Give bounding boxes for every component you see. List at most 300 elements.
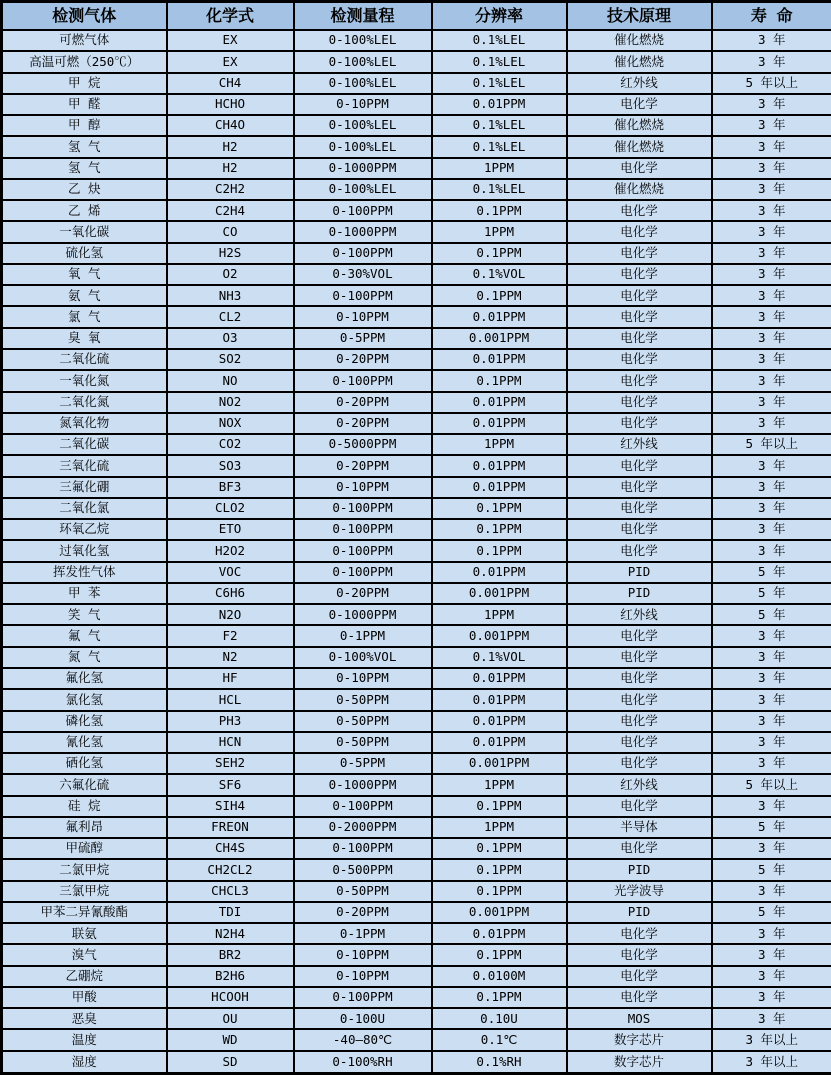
cell: PID <box>567 859 712 880</box>
cell: 光学波导 <box>567 881 712 902</box>
cell: 0.1%LEL <box>432 115 567 136</box>
cell: 0.0100M <box>432 966 567 987</box>
cell: 0-10PPM <box>294 944 432 965</box>
cell: 0.1PPM <box>432 285 567 306</box>
cell: 恶臭 <box>2 1008 167 1029</box>
cell: 3 年 <box>712 306 831 327</box>
table-row <box>2 604 831 625</box>
cell: PID <box>567 562 712 583</box>
cell: 甲酸 <box>2 987 167 1008</box>
cell: 氯 气 <box>2 306 167 327</box>
cell: N2H4 <box>167 923 294 944</box>
cell: C2H2 <box>167 179 294 200</box>
cell: BF3 <box>167 477 294 498</box>
cell: 甲 醇 <box>2 115 167 136</box>
cell: 0-100PPM <box>294 370 432 391</box>
table-row <box>2 796 831 817</box>
cell: B2H6 <box>167 966 294 987</box>
cell: 3 年 <box>712 413 831 434</box>
cell: 电化学 <box>567 221 712 242</box>
cell: 0-20PPM <box>294 349 432 370</box>
cell: 红外线 <box>567 774 712 795</box>
cell: 0.1PPM <box>432 200 567 221</box>
table-row <box>2 498 831 519</box>
cell: 0.1%LEL <box>432 30 567 51</box>
table-row <box>2 647 831 668</box>
cell: 0-1000PPM <box>294 604 432 625</box>
cell: PID <box>567 902 712 923</box>
column-header-0: 检测气体 <box>2 2 167 31</box>
cell: 硅 烷 <box>2 796 167 817</box>
cell: 电化学 <box>567 306 712 327</box>
cell: 溴气 <box>2 944 167 965</box>
column-header-4: 技术原理 <box>567 2 712 31</box>
table-row <box>2 987 831 1008</box>
cell: 红外线 <box>567 604 712 625</box>
cell: 电化学 <box>567 796 712 817</box>
cell: 3 年 <box>712 200 831 221</box>
cell: 电化学 <box>567 647 712 668</box>
cell: N2O <box>167 604 294 625</box>
cell: 5 年 <box>712 583 831 604</box>
cell: 0-1000PPM <box>294 158 432 179</box>
cell: 电化学 <box>567 540 712 561</box>
cell: 3 年 <box>712 944 831 965</box>
cell: 3 年 <box>712 264 831 285</box>
cell: 3 年 <box>712 732 831 753</box>
cell: 电化学 <box>567 668 712 689</box>
cell: 催化燃烧 <box>567 179 712 200</box>
cell: 0-50PPM <box>294 881 432 902</box>
cell: 催化燃烧 <box>567 30 712 51</box>
cell: 电化学 <box>567 392 712 413</box>
table-row <box>2 711 831 732</box>
cell: H2 <box>167 158 294 179</box>
cell: 电化学 <box>567 477 712 498</box>
cell: 0.01PPM <box>432 477 567 498</box>
cell: 0.1PPM <box>432 838 567 859</box>
table-row <box>2 838 831 859</box>
column-header-5: 寿 命 <box>712 2 831 31</box>
cell: 红外线 <box>567 434 712 455</box>
cell: 0-5PPM <box>294 328 432 349</box>
cell: 三氯甲烷 <box>2 881 167 902</box>
cell: 3 年 <box>712 753 831 774</box>
cell: O3 <box>167 328 294 349</box>
cell: 0-100PPM <box>294 243 432 264</box>
cell: 3 年 <box>712 349 831 370</box>
cell: 氟 气 <box>2 625 167 646</box>
table-row <box>2 817 831 838</box>
cell: 乙 烯 <box>2 200 167 221</box>
cell: 臭 氧 <box>2 328 167 349</box>
cell: HCL <box>167 689 294 710</box>
cell: 0.001PPM <box>432 902 567 923</box>
cell: 0-20PPM <box>294 392 432 413</box>
cell: NOX <box>167 413 294 434</box>
table-row <box>2 625 831 646</box>
cell: SEH2 <box>167 753 294 774</box>
cell: 甲硫醇 <box>2 838 167 859</box>
cell: 0.1%VOL <box>432 647 567 668</box>
table-row <box>2 392 831 413</box>
cell: 二氯甲烷 <box>2 859 167 880</box>
cell: 数字芯片 <box>567 1051 712 1074</box>
cell: 3 年 <box>712 51 831 72</box>
cell: H2O2 <box>167 540 294 561</box>
cell: 红外线 <box>567 73 712 94</box>
cell: 3 年 <box>712 136 831 157</box>
cell: 0.001PPM <box>432 625 567 646</box>
cell: 0-1PPM <box>294 923 432 944</box>
cell: 0.1%LEL <box>432 136 567 157</box>
cell: 3 年 <box>712 711 831 732</box>
cell: 湿度 <box>2 1051 167 1074</box>
table-row <box>2 668 831 689</box>
cell: 0.1℃ <box>432 1029 567 1050</box>
cell: SO3 <box>167 455 294 476</box>
cell: 0-2000PPM <box>294 817 432 838</box>
cell: 3 年 <box>712 158 831 179</box>
table-row <box>2 519 831 540</box>
cell: 0-5000PPM <box>294 434 432 455</box>
cell: CLO2 <box>167 498 294 519</box>
cell: C2H4 <box>167 200 294 221</box>
table-row <box>2 732 831 753</box>
cell: 0-30%VOL <box>294 264 432 285</box>
cell: 0.10U <box>432 1008 567 1029</box>
cell: 0.01PPM <box>432 455 567 476</box>
cell: 3 年 <box>712 923 831 944</box>
cell: 0.1PPM <box>432 519 567 540</box>
cell: 3 年 <box>712 243 831 264</box>
header-row <box>2 2 831 31</box>
cell: 0-100PPM <box>294 796 432 817</box>
table-body <box>2 30 831 1074</box>
cell: 电化学 <box>567 328 712 349</box>
cell: 数字芯片 <box>567 1029 712 1050</box>
cell: 0-20PPM <box>294 583 432 604</box>
table-row <box>2 370 831 391</box>
cell: HCN <box>167 732 294 753</box>
column-header-2: 检测量程 <box>294 2 432 31</box>
cell: 0.01PPM <box>432 306 567 327</box>
cell: 5 年以上 <box>712 73 831 94</box>
cell: 笑 气 <box>2 604 167 625</box>
table-row <box>2 1051 831 1074</box>
cell: H2 <box>167 136 294 157</box>
cell: 0-5PPM <box>294 753 432 774</box>
cell: 1PPM <box>432 434 567 455</box>
cell: 3 年 <box>712 179 831 200</box>
cell: CH4S <box>167 838 294 859</box>
cell: 0.01PPM <box>432 711 567 732</box>
cell: 电化学 <box>567 923 712 944</box>
cell: 氟化氢 <box>2 668 167 689</box>
table-row <box>2 859 831 880</box>
table-row <box>2 455 831 476</box>
cell: 0-100%RH <box>294 1051 432 1074</box>
cell: 六氟化硫 <box>2 774 167 795</box>
cell: 5 年 <box>712 859 831 880</box>
cell: HCHO <box>167 94 294 115</box>
cell: 1PPM <box>432 221 567 242</box>
cell: 电化学 <box>567 285 712 306</box>
cell: 0-100PPM <box>294 519 432 540</box>
cell: CH2CL2 <box>167 859 294 880</box>
cell: H2S <box>167 243 294 264</box>
cell: BR2 <box>167 944 294 965</box>
cell: 3 年 <box>712 455 831 476</box>
cell: EX <box>167 30 294 51</box>
cell: 3 年 <box>712 838 831 859</box>
cell: 乙 炔 <box>2 179 167 200</box>
cell: 0.1%LEL <box>432 51 567 72</box>
table-row <box>2 881 831 902</box>
cell: 氨 气 <box>2 285 167 306</box>
cell: SD <box>167 1051 294 1074</box>
cell: CO <box>167 221 294 242</box>
cell: 0.01PPM <box>432 923 567 944</box>
cell: 0-100PPM <box>294 838 432 859</box>
table-row <box>2 583 831 604</box>
cell: 3 年 <box>712 987 831 1008</box>
cell: SF6 <box>167 774 294 795</box>
cell: 氮 气 <box>2 647 167 668</box>
table-row <box>2 73 831 94</box>
cell: 0-100PPM <box>294 562 432 583</box>
cell: HCOOH <box>167 987 294 1008</box>
cell: 一氧化氮 <box>2 370 167 391</box>
table-row <box>2 540 831 561</box>
cell: 0-50PPM <box>294 732 432 753</box>
cell: 可燃气体 <box>2 30 167 51</box>
cell: 0.1PPM <box>432 243 567 264</box>
cell: 电化学 <box>567 753 712 774</box>
cell: 3 年 <box>712 477 831 498</box>
cell: 0-100%LEL <box>294 30 432 51</box>
cell: 0-100%LEL <box>294 51 432 72</box>
cell: 0-50PPM <box>294 711 432 732</box>
cell: O2 <box>167 264 294 285</box>
cell: 3 年 <box>712 30 831 51</box>
cell: 0.001PPM <box>432 753 567 774</box>
table-row <box>2 434 831 455</box>
cell: 0-100%LEL <box>294 73 432 94</box>
cell: MOS <box>567 1008 712 1029</box>
cell: CO2 <box>167 434 294 455</box>
table-row <box>2 753 831 774</box>
cell: 0-1000PPM <box>294 221 432 242</box>
table-row <box>2 51 831 72</box>
cell: C6H6 <box>167 583 294 604</box>
cell: 0-20PPM <box>294 455 432 476</box>
cell: NO2 <box>167 392 294 413</box>
cell: CH4O <box>167 115 294 136</box>
table-row <box>2 30 831 51</box>
cell: 甲 烷 <box>2 73 167 94</box>
table-row <box>2 158 831 179</box>
table-row <box>2 562 831 583</box>
table-row <box>2 285 831 306</box>
cell: FREON <box>167 817 294 838</box>
cell: 0.1%RH <box>432 1051 567 1074</box>
cell: 5 年 <box>712 604 831 625</box>
cell: 半导体 <box>567 817 712 838</box>
cell: 电化学 <box>567 349 712 370</box>
cell: 温度 <box>2 1029 167 1050</box>
cell: 0-10PPM <box>294 94 432 115</box>
cell: PID <box>567 583 712 604</box>
cell: 二氧化硫 <box>2 349 167 370</box>
cell: 0.1PPM <box>432 540 567 561</box>
cell: N2 <box>167 647 294 668</box>
cell: 0-10PPM <box>294 477 432 498</box>
table-row <box>2 221 831 242</box>
cell: 0-1000PPM <box>294 774 432 795</box>
table-row <box>2 966 831 987</box>
table-row <box>2 306 831 327</box>
cell: 0.001PPM <box>432 328 567 349</box>
cell: 氧 气 <box>2 264 167 285</box>
table-row <box>2 689 831 710</box>
cell: CHCL3 <box>167 881 294 902</box>
cell: 二氧化氯 <box>2 498 167 519</box>
cell: 氟利昂 <box>2 817 167 838</box>
cell: 3 年 <box>712 647 831 668</box>
cell: 三氟化硼 <box>2 477 167 498</box>
cell: 电化学 <box>567 264 712 285</box>
cell: 0.001PPM <box>432 583 567 604</box>
cell: 3 年 <box>712 689 831 710</box>
cell: 0.1PPM <box>432 944 567 965</box>
cell: 催化燃烧 <box>567 115 712 136</box>
cell: 电化学 <box>567 944 712 965</box>
cell: 0-100%LEL <box>294 179 432 200</box>
cell: VOC <box>167 562 294 583</box>
table-row <box>2 136 831 157</box>
cell: 3 年 <box>712 392 831 413</box>
cell: 0.01PPM <box>432 732 567 753</box>
cell: NO <box>167 370 294 391</box>
cell: 过氧化氢 <box>2 540 167 561</box>
cell: 0.1PPM <box>432 987 567 1008</box>
table-row <box>2 1008 831 1029</box>
cell: 3 年 <box>712 498 831 519</box>
cell: HF <box>167 668 294 689</box>
cell: 3 年 <box>712 1008 831 1029</box>
cell: 电化学 <box>567 689 712 710</box>
cell: 催化燃烧 <box>567 136 712 157</box>
cell: NH3 <box>167 285 294 306</box>
cell: 电化学 <box>567 370 712 391</box>
cell: 0-100PPM <box>294 987 432 1008</box>
cell: 1PPM <box>432 158 567 179</box>
cell: 0.01PPM <box>432 392 567 413</box>
table-row <box>2 115 831 136</box>
cell: 高温可燃（250℃） <box>2 51 167 72</box>
cell: 0-100%LEL <box>294 115 432 136</box>
cell: 甲苯二异氰酸酯 <box>2 902 167 923</box>
cell: 3 年 <box>712 796 831 817</box>
table-row <box>2 243 831 264</box>
cell: 电化学 <box>567 200 712 221</box>
cell: 0.1%LEL <box>432 179 567 200</box>
cell: 氢 气 <box>2 158 167 179</box>
cell: 3 年 <box>712 881 831 902</box>
cell: 一氧化碳 <box>2 221 167 242</box>
table-row <box>2 944 831 965</box>
cell: 0.1%VOL <box>432 264 567 285</box>
cell: CL2 <box>167 306 294 327</box>
cell: 0.1PPM <box>432 370 567 391</box>
cell: 5 年以上 <box>712 774 831 795</box>
cell: 电化学 <box>567 966 712 987</box>
cell: SIH4 <box>167 796 294 817</box>
cell: ETO <box>167 519 294 540</box>
cell: 硫化氢 <box>2 243 167 264</box>
cell: 0-100PPM <box>294 200 432 221</box>
cell: 3 年以上 <box>712 1029 831 1050</box>
cell: 硒化氢 <box>2 753 167 774</box>
cell: 3 年 <box>712 625 831 646</box>
cell: 0.1PPM <box>432 796 567 817</box>
cell: 3 年 <box>712 328 831 349</box>
cell: 3 年 <box>712 370 831 391</box>
column-header-1: 化学式 <box>167 2 294 31</box>
cell: 环氧乙烷 <box>2 519 167 540</box>
cell: 氮氧化物 <box>2 413 167 434</box>
cell: 电化学 <box>567 519 712 540</box>
table-row <box>2 477 831 498</box>
cell: CH4 <box>167 73 294 94</box>
table-row <box>2 349 831 370</box>
cell: 3 年以上 <box>712 1051 831 1074</box>
cell: 3 年 <box>712 221 831 242</box>
cell: 0.1PPM <box>432 859 567 880</box>
table-row <box>2 179 831 200</box>
column-header-3: 分辨率 <box>432 2 567 31</box>
cell: 乙硼烷 <box>2 966 167 987</box>
cell: OU <box>167 1008 294 1029</box>
table-row <box>2 1029 831 1050</box>
cell: EX <box>167 51 294 72</box>
cell: 0-50PPM <box>294 689 432 710</box>
cell: 1PPM <box>432 817 567 838</box>
cell: 电化学 <box>567 94 712 115</box>
cell: 0.01PPM <box>432 668 567 689</box>
cell: 0-20PPM <box>294 413 432 434</box>
cell: 二氧化碳 <box>2 434 167 455</box>
cell: 电化学 <box>567 455 712 476</box>
cell: 电化学 <box>567 625 712 646</box>
cell: TDI <box>167 902 294 923</box>
cell: 3 年 <box>712 966 831 987</box>
cell: 甲 苯 <box>2 583 167 604</box>
cell: 氯化氢 <box>2 689 167 710</box>
cell: 二氧化氮 <box>2 392 167 413</box>
cell: 电化学 <box>567 711 712 732</box>
cell: 0-1PPM <box>294 625 432 646</box>
cell: 电化学 <box>567 413 712 434</box>
cell: 0.1PPM <box>432 881 567 902</box>
cell: 3 年 <box>712 668 831 689</box>
cell: 电化学 <box>567 987 712 1008</box>
cell: 氰化氢 <box>2 732 167 753</box>
table-row <box>2 923 831 944</box>
table-row <box>2 902 831 923</box>
cell: 电化学 <box>567 243 712 264</box>
